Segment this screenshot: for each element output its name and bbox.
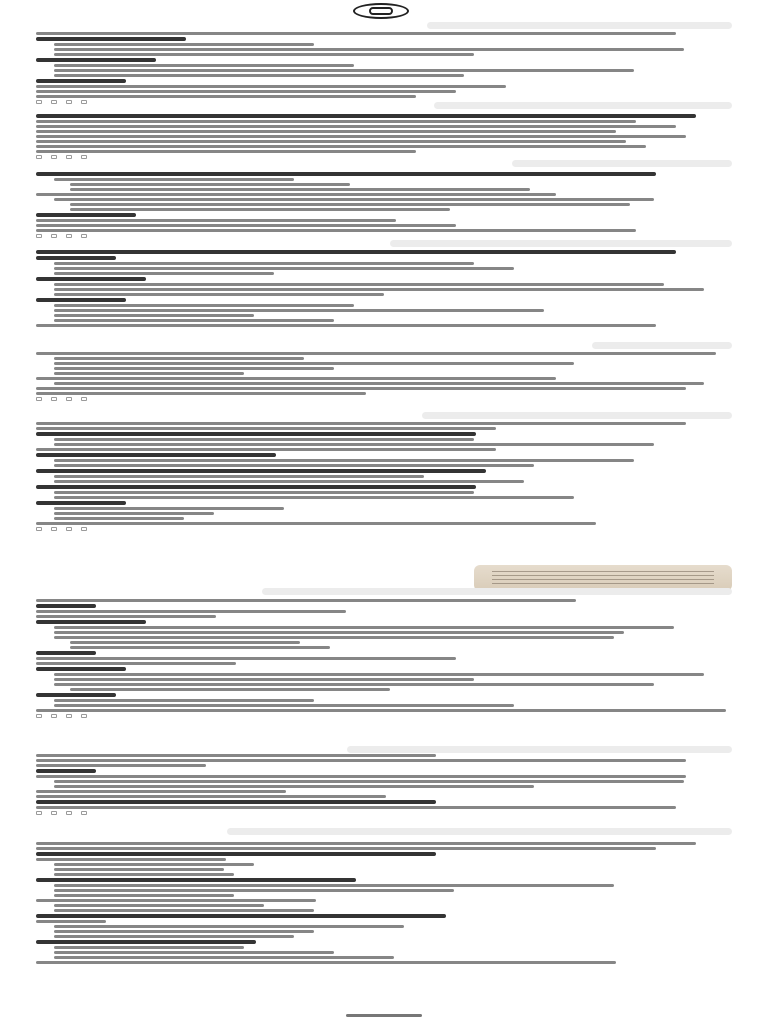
- assistant-answer: [36, 842, 726, 966]
- user-message: [434, 102, 732, 109]
- assistant-answer: [36, 170, 726, 239]
- assistant-answer: [36, 352, 726, 402]
- assistant-answer: [36, 599, 726, 719]
- copy-icon[interactable]: [36, 234, 42, 238]
- thumbs-up-icon[interactable]: [51, 397, 57, 401]
- chatgpt-logo-icon: [353, 3, 409, 19]
- user-message: [592, 342, 732, 349]
- thumbs-up-icon[interactable]: [51, 527, 57, 531]
- user-message: [422, 412, 732, 419]
- footer-text: [346, 1014, 422, 1017]
- thumbs-down-icon[interactable]: [66, 397, 72, 401]
- thumbs-down-icon[interactable]: [66, 155, 72, 159]
- thumbs-down-icon[interactable]: [66, 714, 72, 718]
- copy-icon[interactable]: [36, 714, 42, 718]
- message-actions: [36, 397, 726, 402]
- regenerate-icon[interactable]: [81, 100, 87, 104]
- thumbs-up-icon[interactable]: [51, 100, 57, 104]
- assistant-answer: [36, 248, 726, 329]
- thumbs-up-icon[interactable]: [51, 155, 57, 159]
- copy-icon[interactable]: [36, 100, 42, 104]
- conversation: [36, 22, 732, 1012]
- footer: [0, 1010, 768, 1022]
- message-actions: [36, 527, 726, 532]
- assistant-answer: [36, 112, 726, 160]
- regenerate-icon[interactable]: [81, 811, 87, 815]
- thumbs-up-icon[interactable]: [51, 811, 57, 815]
- thumbs-down-icon[interactable]: [66, 527, 72, 531]
- regenerate-icon[interactable]: [81, 527, 87, 531]
- user-message: [262, 588, 732, 595]
- regenerate-icon[interactable]: [81, 155, 87, 159]
- regenerate-icon[interactable]: [81, 714, 87, 718]
- user-message: [390, 240, 732, 247]
- user-message: [227, 828, 732, 835]
- user-message: [427, 22, 732, 29]
- message-actions: [36, 811, 726, 816]
- thumbs-up-icon[interactable]: [51, 714, 57, 718]
- copy-icon[interactable]: [36, 811, 42, 815]
- assistant-answer: [36, 32, 726, 105]
- user-message: [512, 160, 732, 167]
- assistant-answer: [36, 754, 726, 816]
- thumbs-down-icon[interactable]: [66, 234, 72, 238]
- thumbs-down-icon[interactable]: [66, 811, 72, 815]
- thumbs-up-icon[interactable]: [51, 234, 57, 238]
- copy-icon[interactable]: [36, 527, 42, 531]
- user-message: [347, 746, 732, 753]
- copy-icon[interactable]: [36, 155, 42, 159]
- regenerate-icon[interactable]: [81, 397, 87, 401]
- message-actions: [36, 234, 726, 239]
- regenerate-icon[interactable]: [81, 234, 87, 238]
- copy-icon[interactable]: [36, 397, 42, 401]
- message-actions: [36, 714, 726, 719]
- assistant-answer: [36, 422, 726, 532]
- thumbs-down-icon[interactable]: [66, 100, 72, 104]
